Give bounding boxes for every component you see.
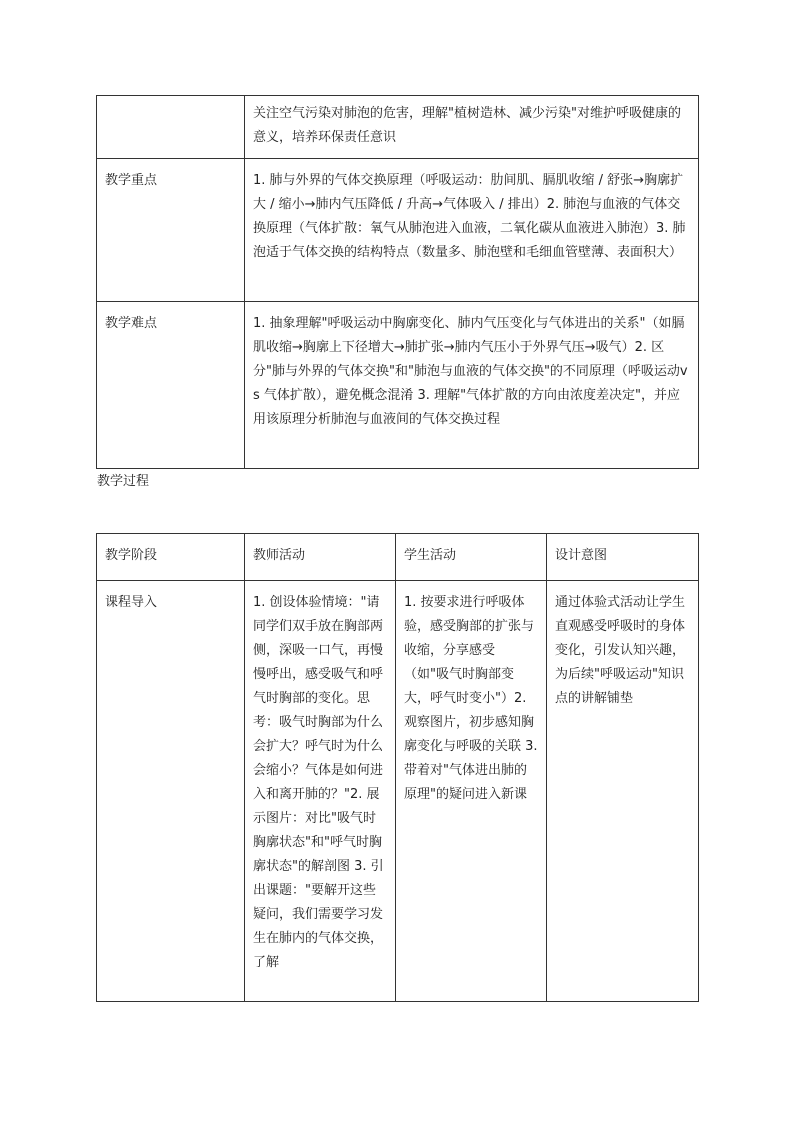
table-row (97, 302, 699, 469)
header-cell (547, 534, 699, 581)
process-table (96, 533, 699, 1002)
table-row (97, 159, 699, 302)
header-cell (396, 534, 547, 581)
teacher-activity: 1. 创设体验情境："请同学们双手放在胸部两侧，深吸一口气，再慢慢呼出，感受吸气和呼气时胸部的变化。思考：吸气时胸部为什么会扩大？呼气时为什么会缩小？气体是如何进入和离开肺的？"2. 展示图片：对比"吸气时胸廓状态"和"呼气时胸廓状态"的解剖图 3. 引出课题："要解开这些疑问，我们需要学习发生在肺内的气体交换，了解 (253, 595, 384, 970)
row-content-cell (245, 302, 699, 469)
stage-text: 课程导入 (105, 595, 158, 610)
objectives-table (96, 95, 699, 469)
table-header-row (97, 534, 699, 581)
row-content: 关注空气污染对肺泡的危害，理解"植树造林、减少污染"对维护呼吸健康的意义，培养环保责任意识 (253, 106, 681, 145)
row-label (97, 96, 244, 106)
stage-cell (97, 581, 245, 1002)
header-intent: 设计意图 (555, 548, 608, 563)
header-cell (97, 534, 245, 581)
row-label: 教学难点 (105, 316, 158, 331)
student-cell (396, 581, 547, 1002)
intent-cell (547, 581, 699, 1002)
header-stage: 教学阶段 (105, 548, 158, 563)
section-title: 教学过程 (97, 474, 150, 489)
teacher-cell (245, 581, 396, 1002)
table-row (97, 96, 699, 159)
header-teacher: 教师活动 (253, 548, 306, 563)
row-content: 1. 抽象理解"呼吸运动中胸廓变化、肺内气压变化与气体进出的关系"（如膈肌收缩→胸廓上下径增大→肺扩张→肺内气压小于外界气压→吸气）2. 区分"肺与外界的气体交换"和"肺泡与血液的气体交换"的不同原理（呼吸运动vs 气体扩散），避免概念混淆 3. 理解"气体扩散的方向由浓度差决定"，并应用该原理分析肺泡与血液间的气体交换过程 (253, 316, 688, 427)
row-content: 1. 肺与外界的气体交换原理（呼吸运动：肋间肌、膈肌收缩 / 舒张→胸廓扩大 / 缩小→肺内气压降低 / 升高→气体吸入 / 排出）2. 肺泡与血液的气体交换原理（气体扩散：氧气从肺泡进入血液，二氧化碳从血液进入肺泡）3. 肺泡适于气体交换的结构特点（数量多、肺泡壁和毛细血管壁薄、表面积大） (253, 173, 686, 260)
header-student: 学生活动 (404, 548, 457, 563)
row-label-cell (97, 302, 245, 469)
header-cell (245, 534, 396, 581)
row-label: 教学重点 (105, 173, 158, 188)
student-activity: 1. 按要求进行呼吸体验，感受胸部的扩张与收缩，分享感受（如"吸气时胸部变大，呼气时变小"）2. 观察图片，初步感知胸廓变化与呼吸的关联 3. 带着对"气体进出肺的原理"的疑问进入新课 (404, 595, 538, 802)
table-row (97, 581, 699, 1002)
design-intent: 通过体验式活动让学生直观感受呼吸时的身体变化，引发认知兴趣，为后续"呼吸运动"知识点的讲解铺垫 (555, 595, 686, 706)
row-content-cell (245, 96, 699, 159)
row-content-cell (245, 159, 699, 302)
row-label-cell (97, 96, 245, 159)
row-label-cell (97, 159, 245, 302)
